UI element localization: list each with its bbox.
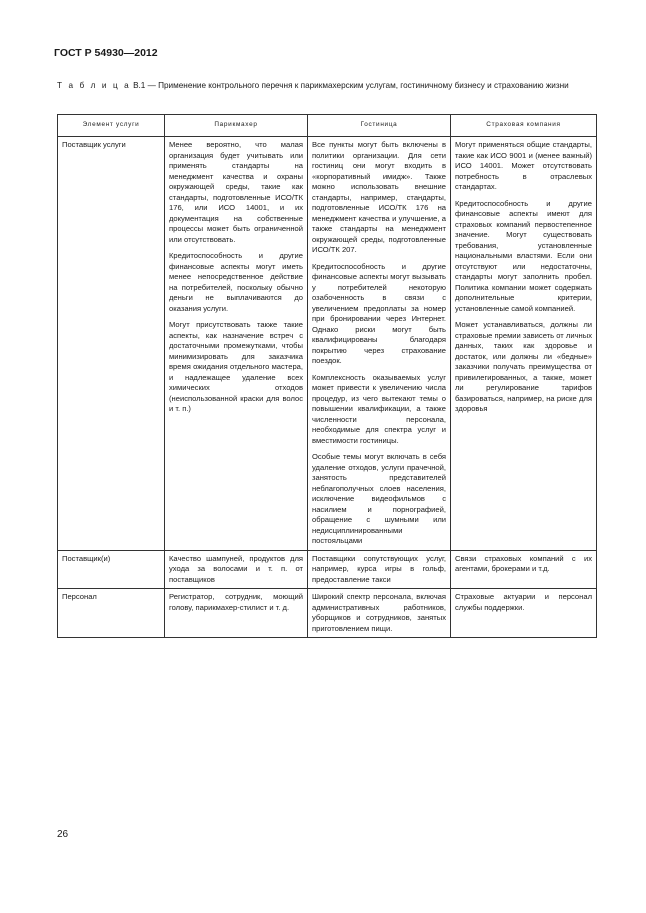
cell-paragraph: Связи страховых компаний с их агентами, брокерами и т.д. xyxy=(455,553,592,573)
cell-paragraph: Кредитоспособность и другие финансовые аспекты могут иметь менее непосредственное действие на потребителей, поскольку обычно деньги не выплачиваются до оказания услуги. xyxy=(169,251,303,313)
document-header: ГОСТ Р 54930—2012 xyxy=(54,47,158,59)
hotel-cell xyxy=(308,589,451,638)
cell-paragraph: Может устанавливаться, должны ли страховые премии зависеть от личных данных, таких как здоровье и достаток, или должны ли «бедные» заказчики получать преимущества от привилегированных, а также, может ли регулирование тарифов базироваться, например, на риске для здоровья xyxy=(455,320,592,413)
cell-paragraph: Могут присутствовать также такие аспекты, как назначение встреч с достаточными промежутками, чтобы минимизировать для заказчика время ожидания отдельного мастера, и надлежащее удаление всех химических отходов (неиспользованной краски для волос и т. п.) xyxy=(169,320,303,413)
cell-paragraph: Качество шампуней, продуктов для ухода за волосами и т. п. от поставщиков xyxy=(169,553,303,584)
table-caption-label: Т а б л и ц а xyxy=(57,81,131,90)
cell-paragraph: Широкий спектр персонала, включая административных работников, уборщиков и сотрудников, занятых приготовлением пищи. xyxy=(312,592,446,633)
column-header-insurer: Страховая компания xyxy=(451,115,597,137)
insurer-cell xyxy=(451,589,597,638)
table-caption-text: В.1 — Применение контрольного перечня к парикмахерским услугам, гостиничному бизнесу и страхованию жизни xyxy=(130,81,569,90)
hotel-cell xyxy=(308,137,451,551)
cell-paragraph: Регистратор, сотрудник, моющий голову, парикмахер-стилист и т. д. xyxy=(169,592,303,612)
column-header-hotel: Гостиница xyxy=(308,115,451,137)
hotel-cell xyxy=(308,550,451,589)
hairdresser-cell xyxy=(165,550,308,589)
cell-paragraph: Кредитоспособность и другие финансовые аспекты могут вызывать у потребителей некоторую озабоченность в связи с увеличением предоплаты за номер при бронировании через Интернет. Однако риски могут быть квалифицированы благодаря покрытию через страхование поездок. xyxy=(312,261,446,365)
cell-paragraph: Особые темы могут включать в себя удаление отходов, услуги прачечной, занятость представителей неблагополучных слоев населения, исключение видеофильмов с насилием и порнографией, обращение с шумными или недисциплинированными постояльцами xyxy=(312,452,446,545)
element-cell: Персонал xyxy=(58,589,165,638)
table-header-row xyxy=(58,115,597,137)
cell-paragraph: Страховые актуарии и персонал службы поддержки. xyxy=(455,592,592,612)
table-row xyxy=(58,550,597,589)
column-header-element: Элемент услуги xyxy=(58,115,165,137)
cell-paragraph: Все пункты могут быть включены в политики организации. Для сети гостиниц они могут входить в «корпоративный имидж». Также можно использовать внешние стандарты, например, стандарты, подготовленные ИСО/ТК 176 на менеджмент качества и улучшение, а также стандарты на менеджмент окружающей среды, подготовленные ИСО/ТК 207. xyxy=(312,140,446,254)
table-caption xyxy=(57,80,593,92)
services-table xyxy=(57,114,597,638)
page-number: 26 xyxy=(57,829,69,840)
cell-paragraph: Менее вероятно, что малая организация будет учитывать или применять стандарты на менеджмент качества и охраны окружающей среды, такие как стандарты, подготовленные ИСО/ТК 176, или ИСО 14001, и их документация на собственные процессы может быть ограниченной или отсутствовать. xyxy=(169,140,303,244)
table-row xyxy=(58,589,597,638)
insurer-cell xyxy=(451,550,597,589)
cell-paragraph: Кредитоспособность и другие финансовые аспекты имеют для страховых компаний первостепенное значение. Могут существовать требования, установленные национальными властями. Если они отсутствуют или недостаточны, стандарты могут заполнить пробел. Политика компании может содержать дополнительные критерии, установленные самой компанией. xyxy=(455,198,592,313)
insurer-cell xyxy=(451,137,597,551)
element-cell: Поставщик(и) xyxy=(58,550,165,589)
cell-paragraph: Комплексность оказываемых услуг может привести к увеличению числа процедур, из чего вытекают темы о повышении квалификации, а также численности персонала, необходимые для спектра услуг и вместимости гостиницы. xyxy=(312,372,446,445)
cell-paragraph: Поставщики сопутствующих услуг, например, курса игры в гольф, предоставление такси xyxy=(312,553,446,584)
hairdresser-cell xyxy=(165,137,308,551)
cell-paragraph: Могут применяться общие стандарты, такие как ИСО 9001 и (менее важный) ИСО 14001. Может отсутствовать потребность в отраслевых стандартах. xyxy=(455,140,592,191)
table-row xyxy=(58,137,597,551)
hairdresser-cell xyxy=(165,589,308,638)
element-cell: Поставщик услуги xyxy=(58,137,165,551)
column-header-hairdresser: Парикмахер xyxy=(165,115,308,137)
